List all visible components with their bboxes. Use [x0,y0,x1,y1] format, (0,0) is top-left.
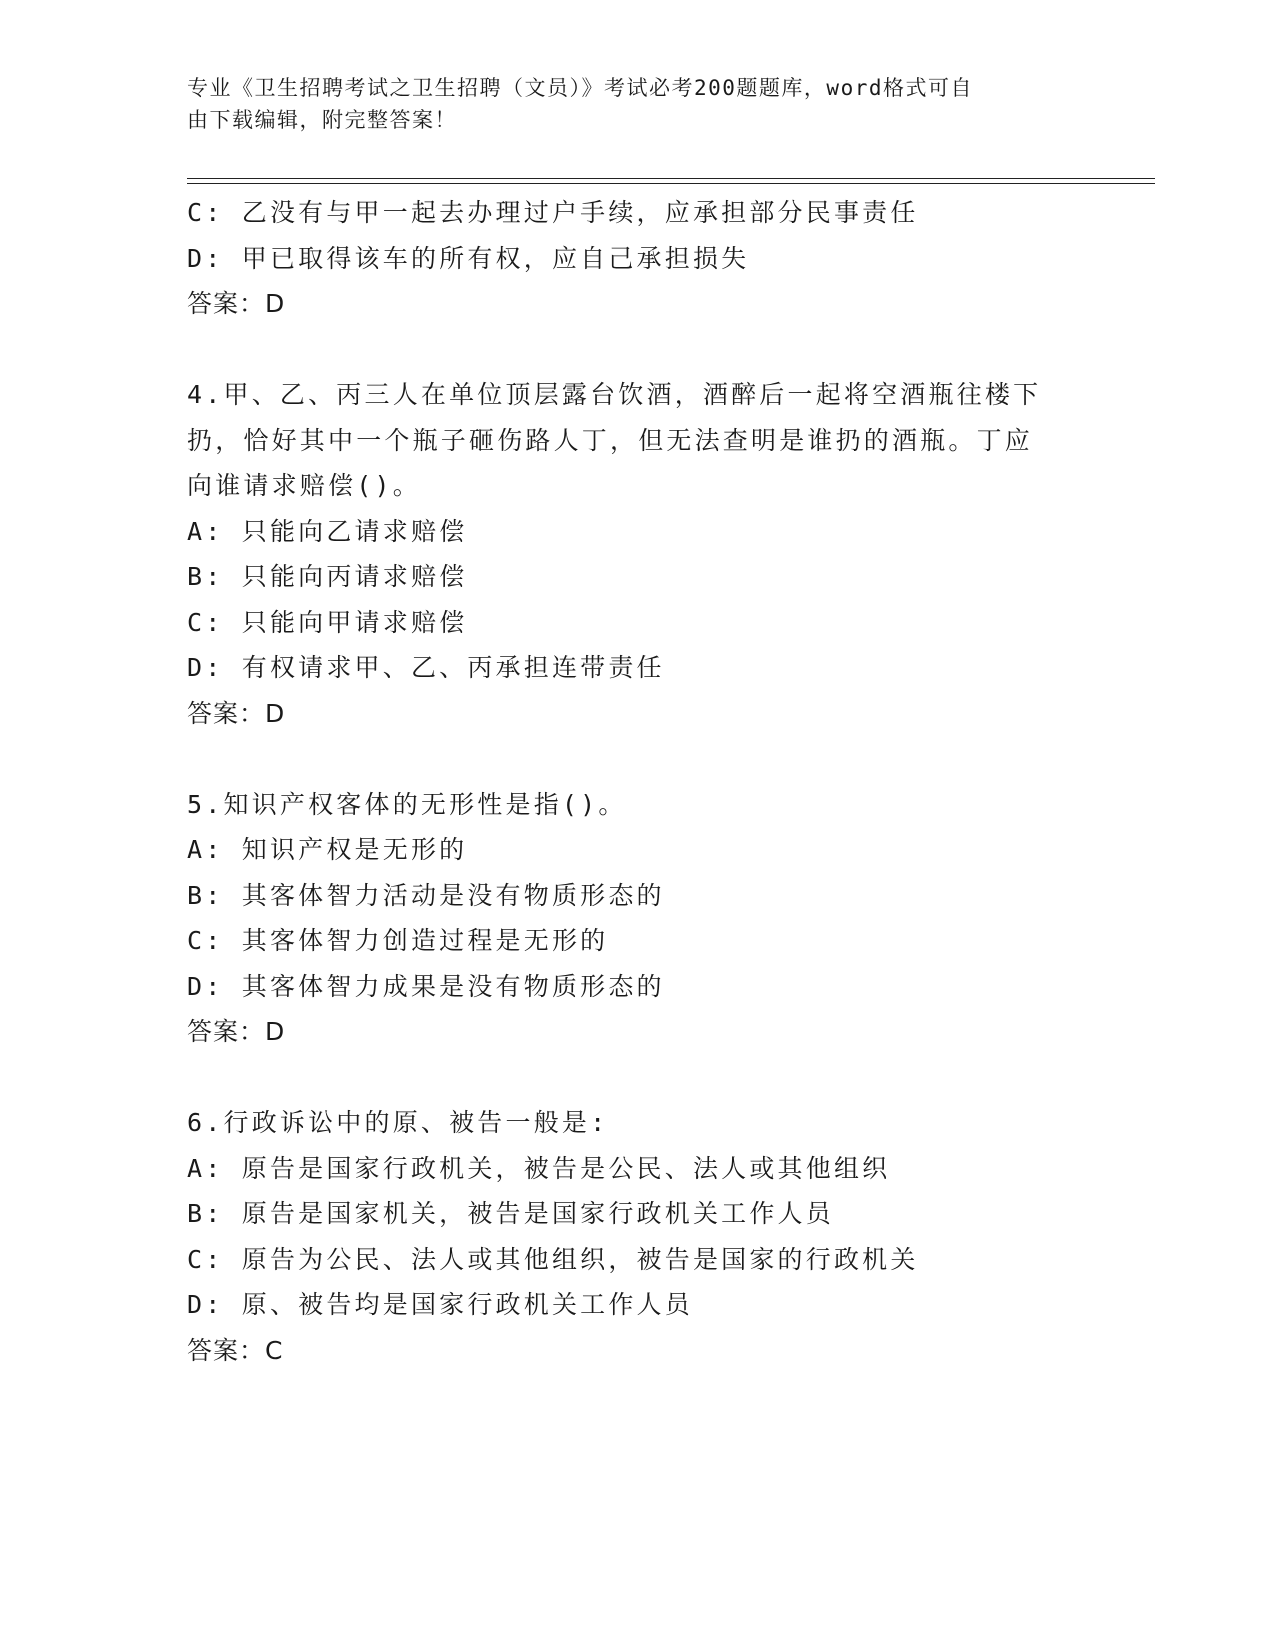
option-b: B: 只能向丙请求赔偿 [187,562,468,591]
answer-line: 答案：D [187,289,286,318]
option-b: B: 其客体智力活动是没有物质形态的 [187,880,665,910]
option-d: D: 甲已取得该车的所有权，应自己承担损失 [187,243,750,273]
option-c: C: 乙没有与甲一起去办理过户手续，应承担部分民事责任 [187,198,919,227]
spacer [187,736,1087,782]
option-a: A: 原告是国家行政机关，被告是公民、法人或其他组织 [187,1153,891,1183]
option-b: B: 原告是国家机关，被告是国家行政机关工作人员 [187,1199,834,1228]
option-d: D: 原、被告均是国家行政机关工作人员 [187,1290,693,1319]
header-line-2: 由下载编辑，附完整答案！ [187,108,457,132]
question-5 [187,782,1087,1055]
question-list [187,190,1087,1373]
answer-line: 答案：D [187,1017,286,1046]
option-c: C: 其客体智力创造过程是无形的 [187,926,609,955]
document-header [187,72,1067,136]
option-d: D: 其客体智力成果是没有物质形态的 [187,971,665,1001]
question-stem: 5.知识产权客体的无形性是指()。 [187,789,627,819]
header-divider-bottom [187,183,1155,184]
question-4 [187,372,1087,736]
option-d: D: 有权请求甲、乙、丙承担连带责任 [187,653,665,682]
spacer [187,1055,1087,1101]
question-stem: 扔，恰好其中一个瓶子砸伤路人丁，但无法查明是谁扔的酒瓶。丁应 [187,425,1034,455]
question-stem: 6.行政诉讼中的原、被告一般是: [187,1108,609,1137]
option-c: C: 只能向甲请求赔偿 [187,607,468,637]
answer-line: 答案：C [187,1335,284,1365]
spacer [187,327,1087,373]
question-3 [187,190,1087,327]
header-divider-top [187,178,1155,179]
header-line-1: 专业《卫生招聘考试之卫生招聘（文员）》考试必考200题题库，word格式可自 [187,76,973,100]
question-6 [187,1100,1087,1373]
question-stem: 向谁请求赔偿()。 [187,471,421,500]
option-a: A: 知识产权是无形的 [187,835,468,864]
question-stem: 4.甲、乙、丙三人在单位顶层露台饮酒，酒醉后一起将空酒瓶往楼下 [187,380,1042,409]
answer-line: 答案：D [187,698,286,728]
option-a: A: 只能向乙请求赔偿 [187,516,468,546]
option-c: C: 原告为公民、法人或其他组织，被告是国家的行政机关 [187,1244,919,1274]
